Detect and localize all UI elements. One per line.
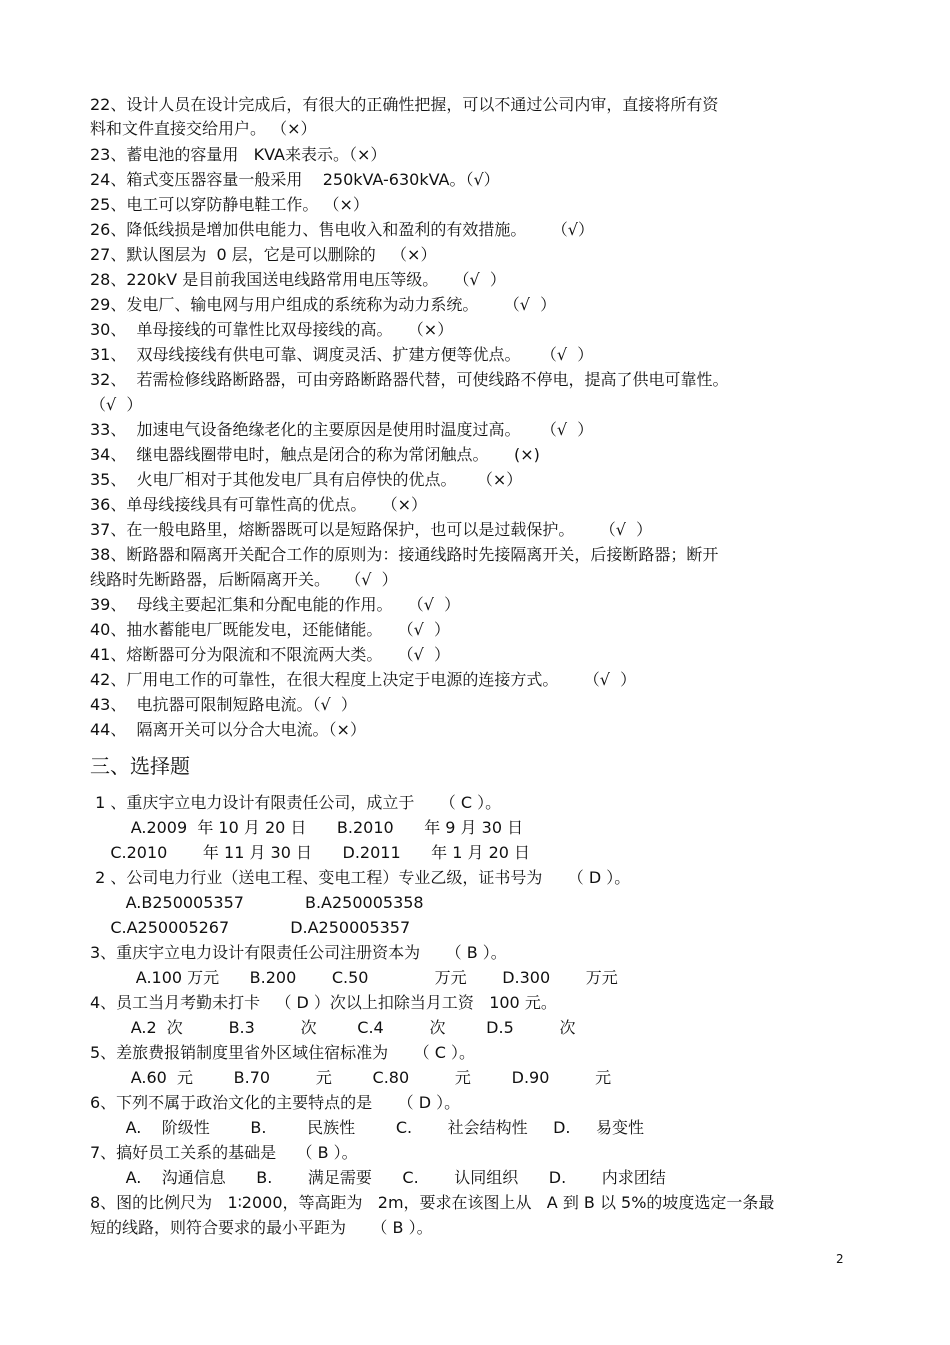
judgment-line: 35、 火电厂相对于其他发电厂具有启停快的优点。 （×） xyxy=(90,470,523,489)
choice-line: A.100 万元 B.200 C.50 万元 D.300 万元 xyxy=(90,968,618,987)
judgment-line: 线路时先断路器，后断隔离开关。 （√ ） xyxy=(90,570,398,589)
judgment-line: 29、发电厂、输电网与用户组成的系统称为动力系统。 （√ ） xyxy=(90,295,557,314)
choice-line: C.A250005267 D.A250005357 xyxy=(90,918,411,937)
judgment-line: 26、降低线损是增加供电能力、售电收入和盈利的有效措施。 （√） xyxy=(90,220,594,239)
judgment-line: 40、抽水蓄能电厂既能发电，还能储能。 （√ ） xyxy=(90,620,450,639)
judgment-line: 38、断路器和隔离开关配合工作的原则为：接通线路时先接隔离开关，后接断路器；断开 xyxy=(90,545,719,564)
page-number: 2 xyxy=(836,1252,844,1266)
judgment-line: 34、 继电器线圈带电时，触点是闭合的称为常闭触点。 (×) xyxy=(90,445,540,464)
choice-line: 6、下列不属于政治文化的主要特点的是 （ D ）。 xyxy=(90,1093,461,1112)
choice-line: 2 、公司电力行业（送电工程、变电工程）专业乙级，证书号为 （ D ）。 xyxy=(90,868,631,887)
judgment-line: 23、蓄电池的容量用 KVA来表示。（×） xyxy=(90,145,387,164)
judgment-line: 30、 单母接线的可靠性比双母接线的高。 （×） xyxy=(90,320,454,339)
judgment-line: 料和文件直接交给用户。 （×） xyxy=(90,119,317,138)
choice-line: 4、员工当月考勤未打卡 （ D ）次以上扣除当月工资 100 元。 xyxy=(90,993,557,1012)
judgment-line: （√ ） xyxy=(90,395,143,414)
choice-line: A.60 元 B.70 元 C.80 元 D.90 元 xyxy=(90,1068,612,1087)
choice-line: 7、搞好员工关系的基础是 （ B ）。 xyxy=(90,1143,358,1162)
judgment-line: 43、 电抗器可限制短路电流。（√ ） xyxy=(90,695,357,714)
judgment-line: 27、默认图层为 0 层，它是可以删除的 （×） xyxy=(90,245,437,264)
judgment-line: 32、 若需检修线路断路器，可由旁路断路器代替，可使线路不停电，提高了供电可靠性。 xyxy=(90,370,729,389)
judgment-line: 42、厂用电工作的可靠性，在很大程度上决定于电源的连接方式。 （√ ） xyxy=(90,670,637,689)
choice-line: A. 沟通信息 B. 满足需要 C. 认同组织 D. 内求团结 xyxy=(90,1168,666,1187)
judgment-line: 28、220kV 是目前我国送电线路常用电压等级。 （√ ） xyxy=(90,270,506,289)
choice-line: A. 阶级性 B. 民族性 C. 社会结构性 D. 易变性 xyxy=(90,1118,644,1137)
judgment-line: 37、在一般电路里，熔断器既可以是短路保护，也可以是过载保护。 （√ ） xyxy=(90,520,653,539)
judgment-line: 25、电工可以穿防静电鞋工作。 （×） xyxy=(90,195,369,214)
choice-line: 3、重庆宇立电力设计有限责任公司注册资本为 （ B ）。 xyxy=(90,943,507,962)
judgment-line: 33、 加速电气设备绝缘老化的主要原因是使用时温度过高。 （√ ） xyxy=(90,420,594,439)
choice-line: A.B250005357 B.A250005358 xyxy=(90,893,424,912)
choice-line: 5、差旅费报销制度里省外区域住宿标准为 （ C ）。 xyxy=(90,1043,475,1062)
judgment-line: 36、单母线接线具有可靠性高的优点。 （×） xyxy=(90,495,428,514)
judgment-line: 31、 双母线接线有供电可靠、调度灵活、扩建方便等优点。 （√ ） xyxy=(90,345,594,364)
judgment-line: 24、箱式变压器容量一般采用 250kVA-630kVA。（√） xyxy=(90,170,500,189)
choice-line: A.2 次 B.3 次 C.4 次 D.5 次 xyxy=(90,1018,576,1037)
choice-line: 8、图的比例尺为 1∶2000，等高距为 2m，要求在该图上从 A 到 B 以 5%的坡度选定一条最 xyxy=(90,1193,775,1212)
choice-line: C.2010 年 11 月 30 日 D.2011 年 1 月 20 日 xyxy=(90,843,531,862)
choice-line: 短的线路，则符合要求的最小平距为 （ B ）。 xyxy=(90,1218,433,1237)
section-heading: 三、选择题 xyxy=(90,754,190,778)
judgment-line: 44、 隔离开关可以分合大电流。（×） xyxy=(90,720,366,739)
judgment-line: 41、熔断器可分为限流和不限流两大类。 （√ ） xyxy=(90,645,450,664)
choice-line: 1 、重庆宇立电力设计有限责任公司，成立于 （ C ）。 xyxy=(90,793,502,812)
choice-line: A.2009 年 10 月 20 日 B.2010 年 9 月 30 日 xyxy=(90,818,524,837)
judgment-line: 39、 母线主要起汇集和分配电能的作用。 （√ ） xyxy=(90,595,461,614)
judgment-line: 22、设计人员在设计完成后，有很大的正确性把握，可以不通过公司内审，直接将所有资 xyxy=(90,95,719,114)
